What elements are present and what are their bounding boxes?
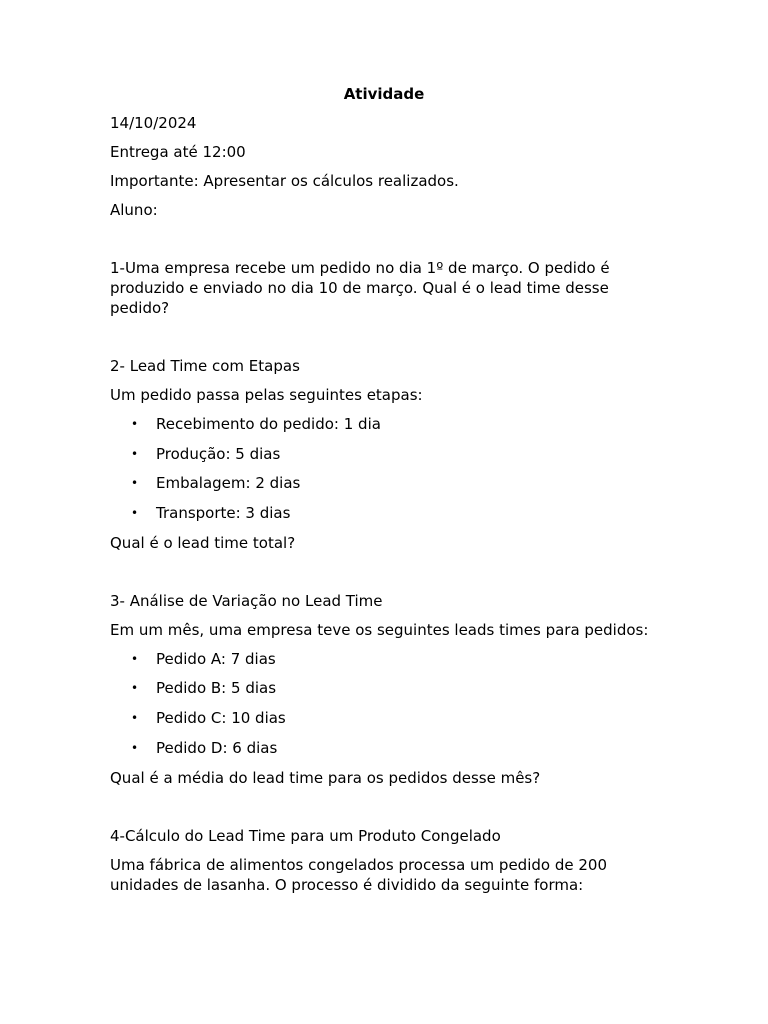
question-1: 1-Uma empresa recebe um pedido no dia 1º de março. O pedido é produzido e enviado no dia 10 de março. Qual é o lead time desse pedido?: [110, 259, 610, 317]
question-2-heading: 2- Lead Time com Etapas: [110, 357, 300, 375]
student-line: Aluno:: [110, 201, 158, 219]
question-3-prompt: Qual é a média do lead time para os pedidos desse mês?: [110, 768, 541, 787]
question-3-heading: 3- Análise de Variação no Lead Time: [110, 591, 383, 610]
question-4-intro: Uma fábrica de alimentos congelados processa um pedido de 200 unidades de lasanha. O processo é dividido da seguinte forma:: [110, 855, 607, 894]
question-2-prompt: Qual é o lead time total?: [110, 533, 296, 552]
list-item: • Pedido A: 7 dias: [156, 649, 670, 669]
important-note: Importante: Apresentar os cálculos realizados.: [110, 172, 459, 190]
list-item: • Pedido D: 6 dias: [156, 738, 670, 758]
question-2-list: [110, 414, 670, 523]
list-item: • Transporte: 3 dias: [156, 503, 670, 523]
question-3-list: [110, 649, 670, 758]
question-4-heading: 4-Cálculo do Lead Time para um Produto Congelado: [110, 826, 501, 845]
spacer: [110, 562, 670, 591]
list-item: • Recebimento do pedido: 1 dia: [156, 414, 670, 434]
question-2-intro: Um pedido passa pelas seguintes etapas:: [110, 386, 423, 404]
list-item: • Produção: 5 dias: [156, 444, 670, 464]
question-3-intro: Em um mês, uma empresa teve os seguintes leads times para pedidos:: [110, 620, 649, 639]
page-title: Atividade: [343, 85, 425, 103]
list-item: • Pedido B: 5 dias: [156, 678, 670, 698]
date-line: 14/10/2024: [110, 114, 197, 132]
deadline-line: Entrega até 12:00: [110, 143, 246, 161]
document-page: [110, 84, 670, 904]
list-item: • Pedido C: 10 dias: [156, 708, 670, 728]
list-item: • Embalagem: 2 dias: [156, 473, 670, 493]
spacer: [110, 327, 670, 356]
spacer: [110, 229, 670, 258]
spacer: [110, 797, 670, 826]
